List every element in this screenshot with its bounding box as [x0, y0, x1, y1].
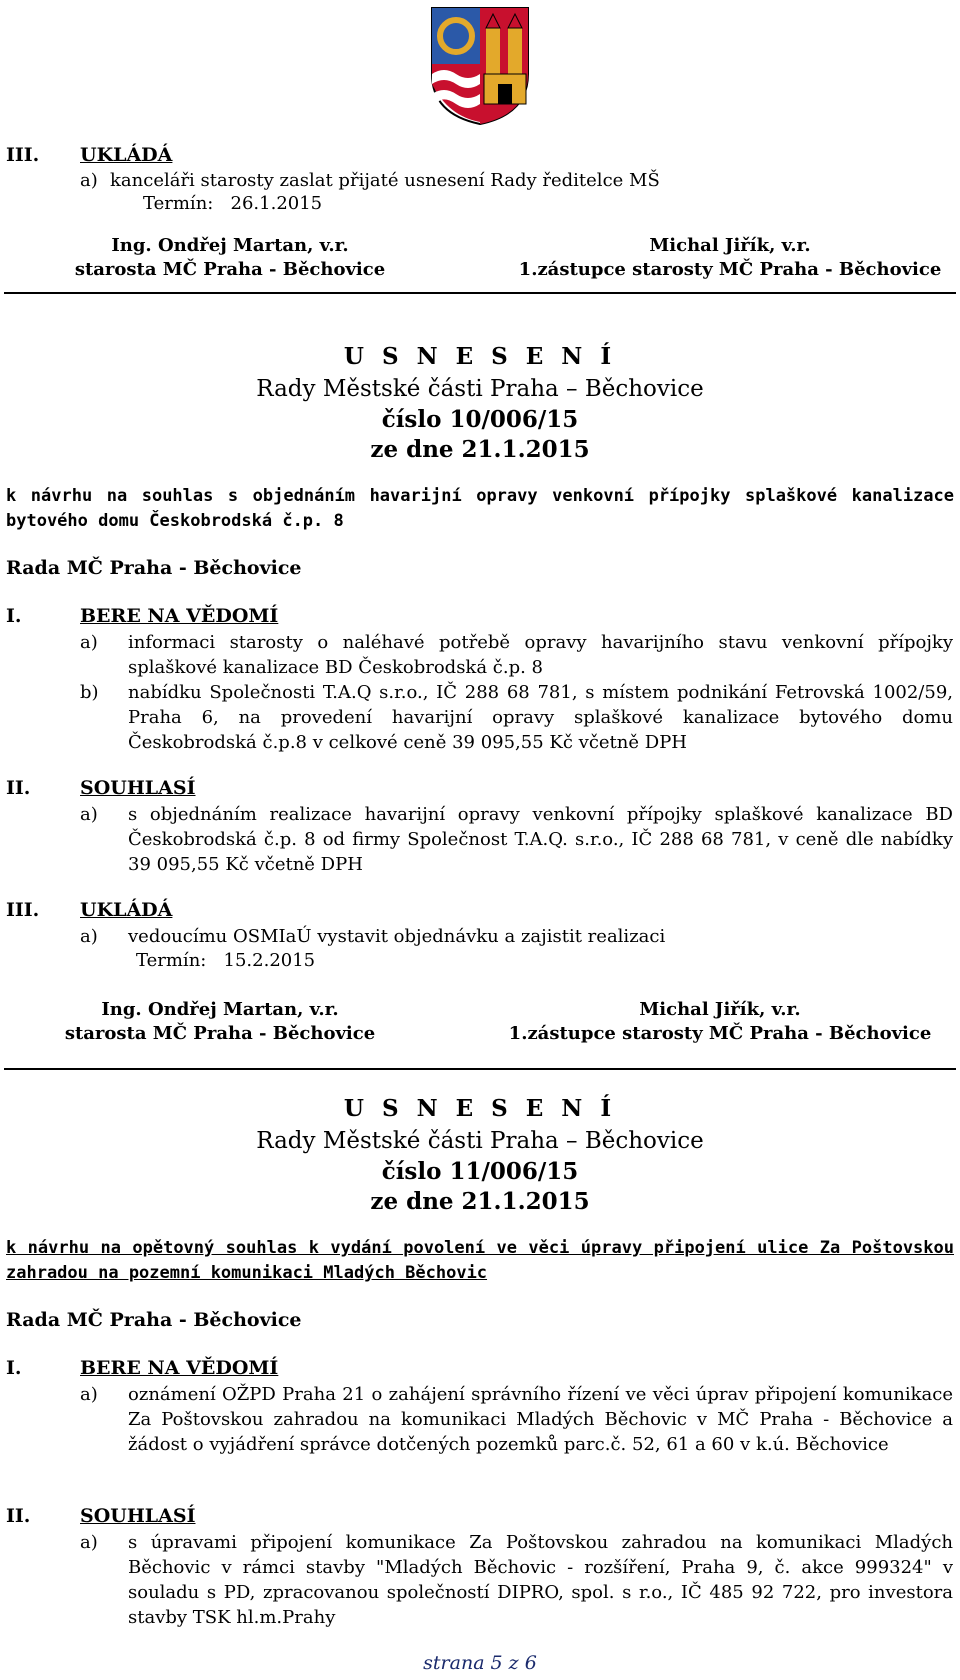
list-item — [80, 630, 953, 680]
item-label: a) — [80, 170, 98, 191]
item-text: vedoucímu OSMIaÚ vystavit objednávku a zajistit realizaci — [128, 926, 666, 947]
item-text: informaci starosty o naléhavé potřebě opravy havarijního stavu venkovní přípojky splaškové kanalizace BD Českobrodská č.p. 8 — [128, 632, 953, 678]
section-divider — [4, 292, 956, 294]
section-number: II. — [6, 1505, 31, 1527]
signer-name: Michal Jiřík, v.r. — [649, 235, 811, 256]
list-item — [80, 168, 953, 193]
section-number: II. — [6, 777, 31, 799]
item-label: a) — [80, 1384, 98, 1405]
item-text: nabídku Společnosti T.A.Q s.r.o., IČ 288 68 781, s místem podnikání Fetrovská 1002/59, Praha 6, na provedení havarijní opravy splaškové kanalizace bytového domu Českobrodská č.p.8 v celkové ceně 39 095,55 Kč včetně DPH — [128, 682, 953, 753]
list-item — [80, 1382, 953, 1457]
item-label: a) — [80, 804, 98, 825]
signature-right — [500, 234, 960, 282]
signer-role: starosta MČ Praha - Běchovice — [64, 1023, 376, 1044]
resolution-date: ze dne 21.1.2015 — [370, 1188, 590, 1215]
signature-left — [50, 234, 410, 282]
item-text: s úpravami připojení komunikace Za Poštovskou zahradou na komunikaci Mladých Běchovic v rámci stavby "Mladých Běchovic - rozšíření, Praha 9, č. akce 999324" v souladu s PD, zpracovanou společností DIPRO, spol. s r.o., IČ 485 92 722, pro investora stavby TSK hl.m.Prahy — [128, 1532, 953, 1628]
signer-name: Ing. Ondřej Martan, v.r. — [111, 235, 349, 256]
signer-name: Michal Jiřík, v.r. — [639, 999, 801, 1020]
section-number: III. — [6, 899, 40, 921]
item-text: kanceláři starosty zaslat přijaté usnesení Rady ředitelce MŠ — [110, 170, 660, 191]
section-heading-bere-na-vedomi: BERE NA VĚDOMÍ — [80, 1357, 279, 1379]
list-item — [80, 924, 953, 949]
resolution-number: číslo 10/006/15 — [381, 406, 579, 433]
section-heading-souhlasi: SOUHLASÍ — [80, 1505, 196, 1527]
item-text: oznámení OŽPD Praha 21 o zahájení správního řízení ve věci úprav připojení komunikace Za Poštovskou zahradou na komunikaci Mladých Běchovic v MČ Praha - Běchovice a žádost o vyjádření správce dotčených pozemků parc.č. 52, 61 a 60 v k.ú. Běchovice — [128, 1384, 953, 1455]
list-item — [80, 1530, 953, 1630]
section-heading-souhlasi: SOUHLASÍ — [80, 777, 196, 799]
signer-role: 1.zástupce starosty MČ Praha - Běchovice — [518, 259, 942, 280]
deadline: Termín: 15.2.2015 — [136, 950, 316, 971]
item-label: a) — [80, 1532, 98, 1553]
item-label: a) — [80, 632, 98, 653]
resolution-number: číslo 11/006/15 — [381, 1158, 579, 1185]
item-label: a) — [80, 926, 98, 947]
section-divider — [4, 1068, 956, 1070]
section-number: I. — [6, 1357, 22, 1379]
page-number: strana 5 z 6 — [423, 1652, 537, 1674]
item-label: b) — [80, 682, 99, 703]
signer-name: Ing. Ondřej Martan, v.r. — [101, 999, 339, 1020]
deadline: Termín: 26.1.2015 — [143, 193, 323, 214]
item-text: s objednáním realizace havarijní opravy venkovní přípojky splaškové kanalizace BD Českobrodská č.p. 8 od firmy Společnost T.A.Q. s.r.o., IČ 288 68 781, v ceně dle nabídky 39 095,55 Kč včetně DPH — [128, 804, 953, 875]
list-item — [80, 680, 953, 755]
council-label: Rada MČ Praha - Běchovice — [6, 1309, 302, 1331]
resolution-heading: U S N E S E N Í — [343, 343, 617, 370]
section-heading-uklada: UKLÁDÁ — [80, 899, 173, 921]
council-name: Rady Městské části Praha – Běchovice — [256, 1128, 704, 1154]
signature-left — [40, 998, 400, 1046]
section-heading-uklada: UKLÁDÁ — [80, 144, 173, 166]
section-number: I. — [6, 605, 22, 627]
signer-role: 1.zástupce starosty MČ Praha - Běchovice — [508, 1023, 932, 1044]
signer-role: starosta MČ Praha - Běchovice — [74, 259, 386, 280]
signature-right — [490, 998, 950, 1046]
section-heading-bere-na-vedomi: BERE NA VĚDOMÍ — [80, 605, 279, 627]
resolution-topic: k návrhu na souhlas s objednáním havarijní opravy venkovní přípojky splaškové kanalizace bytového domu Českobrodská č.p. 8 — [6, 486, 954, 531]
list-item — [80, 802, 953, 877]
resolution-heading: U S N E S E N Í — [343, 1095, 617, 1122]
council-name: Rady Městské části Praha – Běchovice — [256, 376, 704, 402]
council-label: Rada MČ Praha - Běchovice — [6, 557, 302, 579]
resolution-topic: k návrhu na opětovný souhlas k vydání povolení ve věci úpravy připojení ulice Za Poštovskou zahradou na pozemní komunikaci Mladých Běchovic — [6, 1238, 954, 1283]
resolution-date: ze dne 21.1.2015 — [370, 436, 590, 463]
section-number: III. — [6, 144, 40, 166]
municipal-coat-of-arms-logo — [428, 4, 532, 126]
